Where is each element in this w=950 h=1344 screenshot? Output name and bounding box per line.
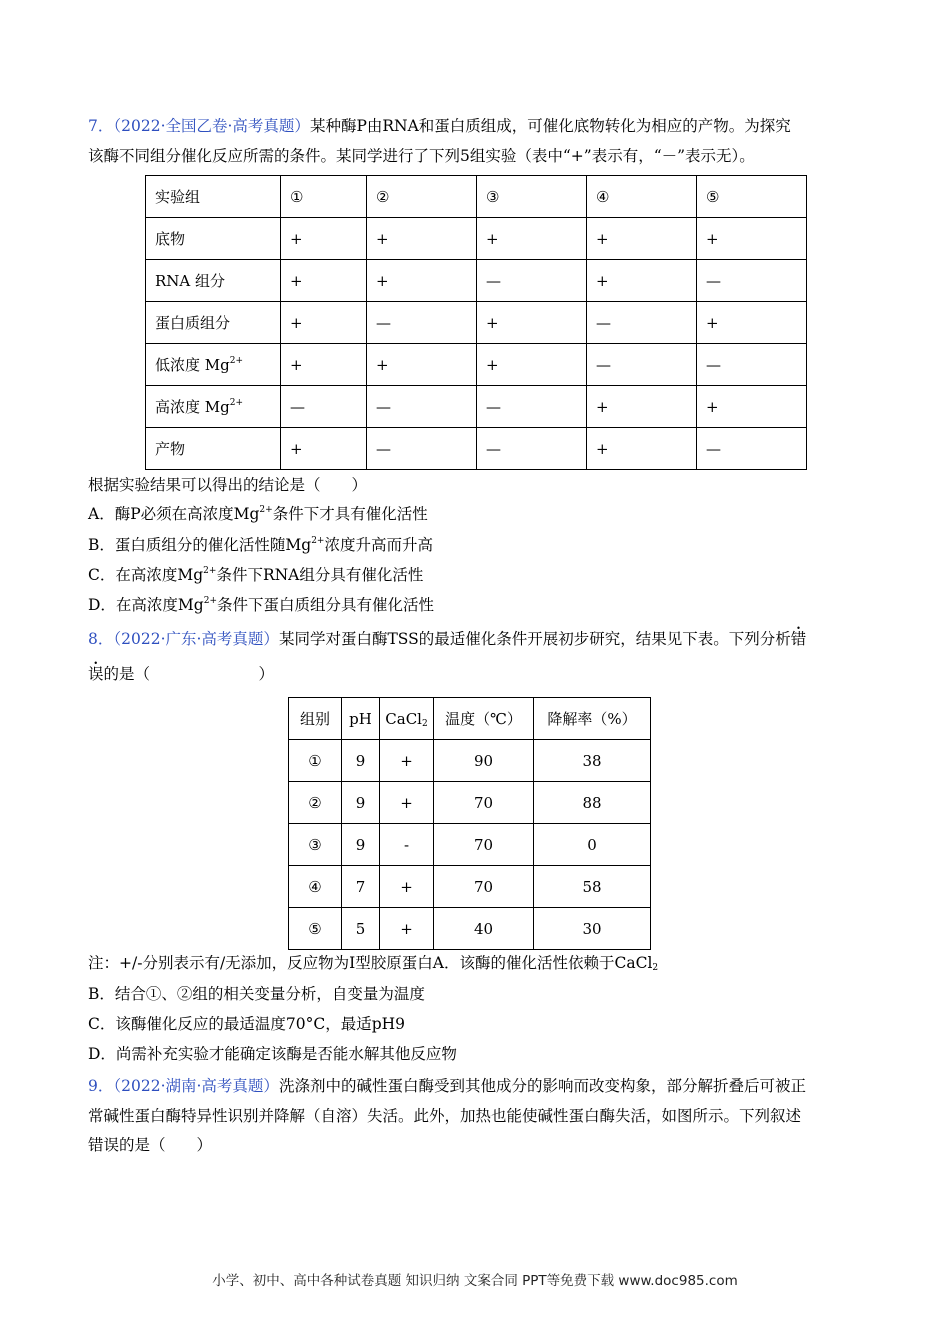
table-cell: 38: [534, 740, 651, 782]
table-row: [289, 740, 651, 782]
table-row: [146, 344, 807, 386]
table-cell: —: [697, 344, 807, 386]
q7-table: [145, 175, 807, 470]
q7-number: 7．: [88, 117, 114, 135]
q7-stem-text: 某种酶P由RNA和蛋白质组成，可催化底物转化为相应的产物。为探究: [309, 117, 791, 135]
table-cell: —: [367, 386, 477, 428]
q8-option-d: D．尚需补充实验才能确定该酶是否能水解其他反应物: [88, 1045, 457, 1063]
option-text: A．酶P必须在高浓度Mg: [88, 505, 260, 523]
header-cell: pH: [342, 698, 380, 740]
table-cell: —: [697, 428, 807, 470]
table-row: [146, 302, 807, 344]
row-label: RNA 组分: [146, 260, 281, 302]
table-cell: +: [587, 218, 697, 260]
table-cell: ④: [289, 866, 342, 908]
table-cell: ①: [289, 740, 342, 782]
table-cell: —: [697, 260, 807, 302]
table-cell: +: [587, 260, 697, 302]
note-sub: 2: [652, 963, 659, 973]
table-cell: +: [587, 386, 697, 428]
table-cell: +: [281, 302, 367, 344]
table-cell: -: [380, 824, 434, 866]
header-cell: [380, 698, 434, 740]
q7-option-a: [88, 504, 428, 524]
table-cell: ⑤: [289, 908, 342, 950]
emphasis-char: 错: [790, 630, 807, 648]
table-header-row: [146, 176, 807, 218]
table-cell: 40: [434, 908, 534, 950]
row-label: 产物: [146, 428, 281, 470]
table-cell: ③: [289, 824, 342, 866]
table-cell: +: [380, 866, 434, 908]
emphasis-char: 误: [88, 665, 104, 683]
header-cell: 组别: [289, 698, 342, 740]
table-cell: +: [477, 302, 587, 344]
header-cell: ④: [587, 176, 697, 218]
header-text: CaCl: [385, 709, 422, 728]
table-cell: +: [697, 386, 807, 428]
table-cell: —: [587, 344, 697, 386]
q7-question: 根据实验结果可以得出的结论是（ ）: [88, 476, 368, 494]
header-cell: ②: [367, 176, 477, 218]
table-cell: 70: [434, 824, 534, 866]
table-cell: —: [477, 428, 587, 470]
option-text: D．在高浓度Mg: [88, 596, 204, 614]
table-row: [289, 866, 651, 908]
table-cell: +: [367, 344, 477, 386]
table-cell: +: [380, 740, 434, 782]
q8-option-c: C．该酶催化反应的最适温度70°C，最适pH9: [88, 1015, 405, 1033]
q7-source[interactable]: （2022·全国乙卷·高考真题）: [113, 117, 310, 135]
table-cell: —: [477, 386, 587, 428]
table-cell: 0: [534, 824, 651, 866]
table-cell: 90: [434, 740, 534, 782]
q9-stem-line3: 错误的是（ ）: [88, 1136, 213, 1154]
table-row: [146, 428, 807, 470]
table-row: [146, 260, 807, 302]
q8-option-b: B．结合①、②组的相关变量分析，自变量为温度: [88, 985, 425, 1003]
q9-number: 9．: [88, 1077, 114, 1095]
q7-option-b: [88, 535, 433, 555]
row-label: [146, 386, 281, 428]
option-sup: 2+: [203, 596, 218, 606]
table-cell: +: [697, 302, 807, 344]
table-cell: +: [587, 428, 697, 470]
table-cell: +: [281, 428, 367, 470]
header-cell: ③: [477, 176, 587, 218]
q8-note: [88, 953, 658, 973]
table-cell: ②: [289, 782, 342, 824]
option-text: 条件下蛋白质组分具有催化活性: [217, 596, 435, 614]
table-cell: 70: [434, 866, 534, 908]
header-cell: 实验组: [146, 176, 281, 218]
q8-source[interactable]: （2022·广东·高考真题）: [113, 630, 279, 648]
row-label-sup: 2+: [229, 356, 244, 366]
q8-stem-text: 的是（ ）: [103, 665, 275, 683]
table-cell: +: [367, 260, 477, 302]
table-cell: +: [477, 344, 587, 386]
table-cell: —: [367, 302, 477, 344]
q7-option-d: [88, 595, 434, 615]
option-sup: 2+: [311, 536, 325, 546]
option-text: 条件下才具有催化活性: [272, 505, 428, 523]
q9-source[interactable]: （2022·湖南·高考真题）: [113, 1077, 279, 1095]
row-label: 底物: [146, 218, 281, 260]
option-text: 浓度升高而升高: [324, 536, 433, 554]
row-label-sup: 2+: [229, 398, 244, 408]
table-row: [289, 824, 651, 866]
q8-stem-text: 某同学对蛋白酶TSS的最适催化条件开展初步研究，结果见下表。下列分析: [278, 630, 791, 648]
table-cell: +: [380, 782, 434, 824]
option-sup: 2+: [203, 566, 217, 576]
q9-stem-line1: [88, 1076, 806, 1096]
table-cell: 9: [342, 824, 380, 866]
table-cell: —: [367, 428, 477, 470]
row-label: 蛋白质组分: [146, 302, 281, 344]
row-label: [146, 344, 281, 386]
q7-stem-line1: [88, 116, 791, 136]
table-cell: 5: [342, 908, 380, 950]
header-cell: ①: [281, 176, 367, 218]
q7-stem-line2: 该酶不同组分催化反应所需的条件。某同学进行了下列5组实验（表中“+”表示有，“－”表示无）。: [88, 147, 755, 165]
header-cell: ⑤: [697, 176, 807, 218]
q8-number: 8．: [88, 630, 114, 648]
q9-stem-text: 洗涤剂中的碱性蛋白酶受到其他成分的影响而改变构象，部分解折叠后可被正: [278, 1077, 806, 1095]
q7-option-c: [88, 565, 423, 585]
table-cell: +: [367, 218, 477, 260]
table-row: [146, 218, 807, 260]
table-row: [146, 386, 807, 428]
table-cell: 30: [534, 908, 651, 950]
q8-stem-line1: [88, 629, 806, 649]
table-cell: +: [281, 260, 367, 302]
q8-table: [288, 697, 651, 950]
table-cell: —: [281, 386, 367, 428]
table-cell: +: [697, 218, 807, 260]
table-cell: 58: [534, 866, 651, 908]
table-row: [289, 782, 651, 824]
header-cell: 温度（℃）: [434, 698, 534, 740]
table-cell: +: [281, 218, 367, 260]
q8-stem-line2: [88, 664, 274, 684]
header-cell: 降解率（%）: [534, 698, 651, 740]
table-cell: 9: [342, 740, 380, 782]
table-cell: 88: [534, 782, 651, 824]
page-footer: 小学、初中、高中各种试卷真题 知识归纳 文案合同 PPT等免费下载 www.doc985.com: [212, 1273, 738, 1289]
table-cell: 9: [342, 782, 380, 824]
row-label-text: 低浓度 Mg: [155, 356, 230, 374]
option-text: C．在高浓度Mg: [88, 566, 204, 584]
table-row: [289, 908, 651, 950]
option-sup: 2+: [259, 505, 273, 515]
q9-stem-line2: 常碱性蛋白酶特异性识别并降解（自溶）失活。此外，加热也能使碱性蛋白酶失活，如图所示。下列叙述: [88, 1107, 802, 1125]
table-cell: +: [281, 344, 367, 386]
table-header-row: [289, 698, 651, 740]
table-cell: —: [587, 302, 697, 344]
note-text: 注：+/-分别表示有/无添加，反应物为Ⅰ型胶原蛋白A．该酶的催化活性依赖于CaCl: [88, 954, 653, 972]
header-sub: 2: [421, 718, 428, 729]
table-cell: +: [380, 908, 434, 950]
table-cell: —: [477, 260, 587, 302]
table-cell: +: [477, 218, 587, 260]
row-label-text: 高浓度 Mg: [155, 398, 230, 416]
option-text: 条件下RNA组分具有催化活性: [216, 566, 424, 584]
table-cell: 70: [434, 782, 534, 824]
table-cell: 7: [342, 866, 380, 908]
option-text: B．蛋白质组分的催化活性随Mg: [88, 536, 312, 554]
